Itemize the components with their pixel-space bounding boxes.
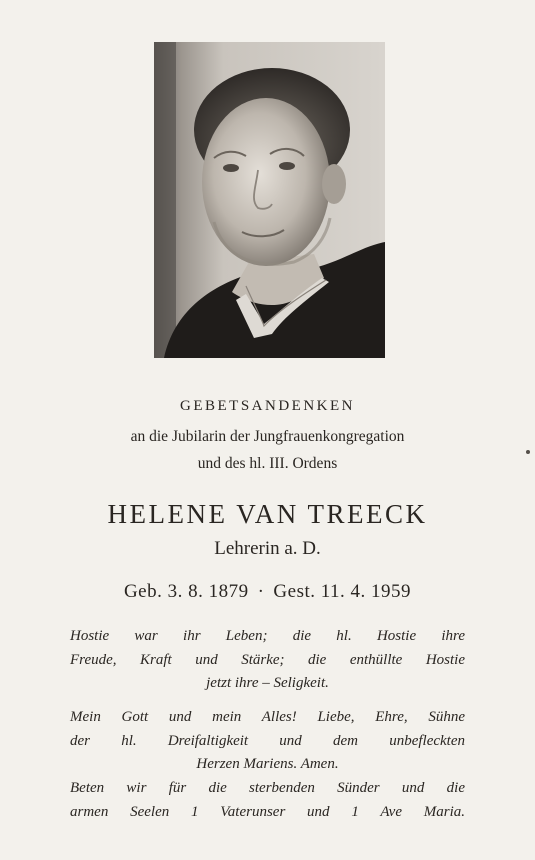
verse-line: Freude, Kraft und Stärke; die enthüllte Hostie <box>70 651 465 668</box>
verse-2 <box>70 706 465 777</box>
print-speck <box>526 450 530 454</box>
card-heading: GEBETSANDENKEN <box>180 398 355 414</box>
verse-1 <box>70 625 465 696</box>
deceased-name: HELENE VAN TREECK <box>107 499 428 529</box>
occupation: Lehrerin a. D. <box>214 538 321 559</box>
life-dates <box>0 581 535 603</box>
verse-line: Herzen Mariens. Amen. <box>196 756 339 772</box>
verse-line: Mein Gott und mein Alles! Liebe, Ehre, Sühne <box>70 709 465 725</box>
date-separator: · <box>257 581 265 602</box>
verse-line: jetzt ihre – Seligkeit. <box>206 675 329 691</box>
verse-line: Beten wir für die sterbenden Sünder und die <box>70 780 465 796</box>
verse-line: armen Seelen 1 Vaterunser und 1 Ave Maria. <box>70 803 465 820</box>
dedication-line-2: und des hl. III. Ordens <box>197 455 338 472</box>
verse-3 <box>70 777 465 824</box>
birth-date: Geb. 3. 8. 1879 <box>123 581 249 602</box>
portrait-image <box>154 42 385 358</box>
verse-line: der hl. Dreifaltigkeit und dem unbefleckten <box>70 732 465 749</box>
portrait-photo <box>154 42 385 358</box>
dedication-line-1: an die Jubilarin der Jungfrauenkongregation <box>130 428 405 445</box>
verse-line: Hostie war ihr Leben; die hl. Hostie ihre <box>70 628 465 644</box>
death-date: Gest. 11. 4. 1959 <box>273 581 412 602</box>
